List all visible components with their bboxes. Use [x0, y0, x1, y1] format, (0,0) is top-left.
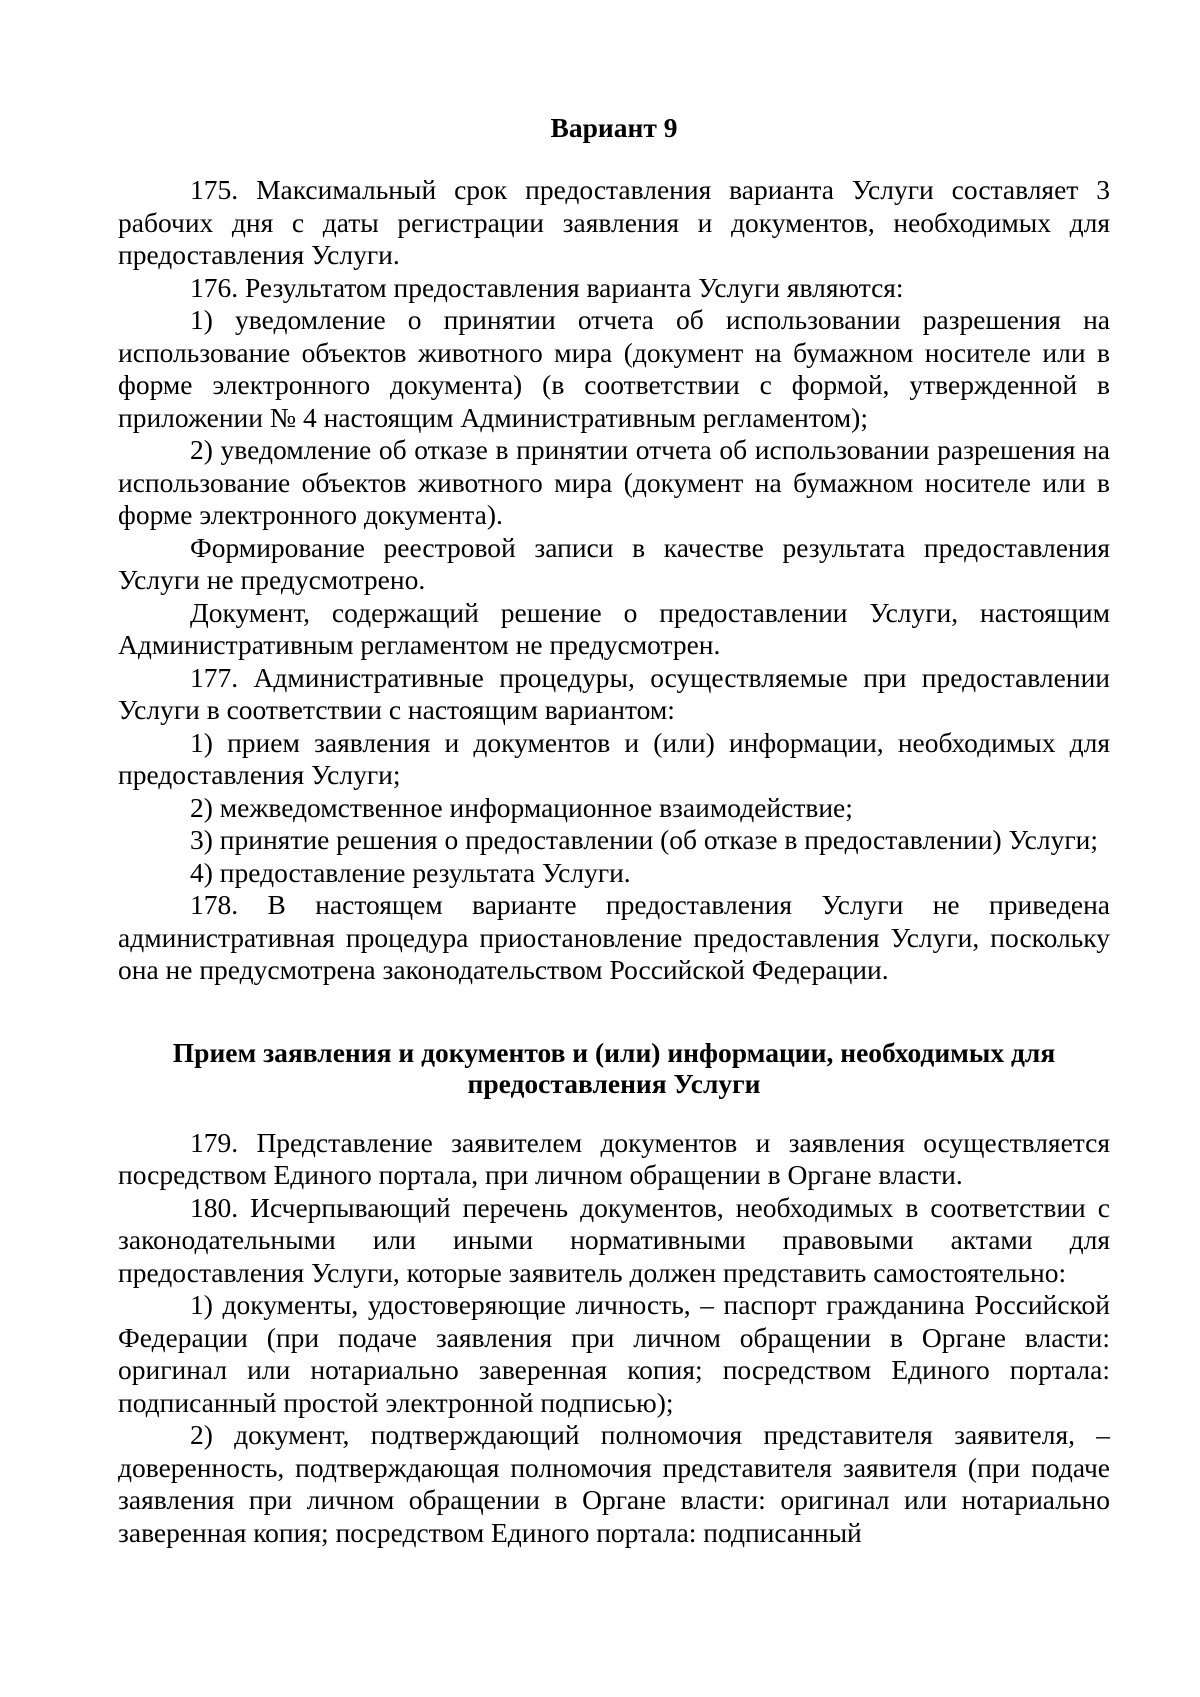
paragraph-180: 180. Исчерпывающий перечень документов, необходимых в соответствии с законодательными или иными нормативными правовыми актами для предоставления Услуги, которые заявитель должен представить самостоятельно: — [118, 1191, 1110, 1288]
paragraph-179: 179. Представление заявителем документов и заявления осуществляется посредством Единого портала, при личном обращении в Органе власти. — [118, 1126, 1110, 1190]
list-item-180-2: 2) документ, подтверждающий полномочия представителя заявителя, – доверенность, подтверждающая полномочия представителя заявителя (при подаче заявления при личном обращении в Органе власти: оригинал или нотариально заверенная копия; посредством Единого портала: подписанный — [118, 1419, 1110, 1548]
section-heading — [118, 1037, 1110, 1099]
paragraph-176: 176. Результатом предоставления варианта Услуги являются: — [190, 271, 904, 303]
paragraph-178: 178. В настоящем варианте предоставления Услуги не приведена административная процедура приостановление предоставления Услуги, поскольку она не предусмотрена законодательством Российской Федерации. — [118, 889, 1110, 985]
list-item-176-2: 2) уведомление об отказе в принятии отчета об использовании разрешения на использование объектов животного мира (документ на бумажном носителе или в форме электронного документа). — [118, 434, 1110, 530]
section-heading-line2: предоставления Услуги — [467, 1067, 761, 1099]
list-item-177-3-text: 3) принятие решения о предоставлении (об отказе в предоставлении) Услуги; — [190, 824, 1098, 855]
paragraph-175: 175. Максимальный срок предоставления варианта Услуги составляет 3 рабочих дня с даты регистрации заявления и документов, необходимых для предоставления Услуги. — [118, 174, 1110, 270]
list-item-176-1: 1) уведомление о принятии отчета об использовании разрешения на использование объектов животного мира (документ на бумажном носителе или в форме электронного документа) (в соответствии с формой, утвержденной в приложении № 4 настоящим Административным регламентом); — [118, 304, 1110, 433]
list-item-177-1: 1) прием заявления и документов и (или) информации, необходимых для предоставления Услуги; — [118, 726, 1110, 790]
paragraph-177: 177. Административные процедуры, осуществляемые при предоставлении Услуги в соответствии с настоящим вариантом: — [118, 661, 1110, 725]
variant-title: Вариант 9 — [550, 112, 678, 143]
list-item-177-2: 2) межведомственное информационное взаимодействие; — [190, 791, 853, 823]
paragraph-registry-record: Формирование реестровой записи в качестве результата предоставления Услуги не предусмотрено. — [118, 531, 1110, 595]
list-item-180-1: 1) документы, удостоверяющие личность, – паспорт гражданина Российской Федерации (при подаче заявления при личном обращении в Органе власти: оригинал или нотариально заверенная копия; посредством Единого портала: подписанный простой электронной подписью); — [118, 1289, 1110, 1418]
paragraph-decision-document: Документ, содержащий решение о предоставлении Услуги, настоящим Административным регламентом не предусмотрен. — [118, 596, 1110, 660]
section-heading-line1: Прием заявления и документов и (или) информации, необходимых для — [172, 1036, 1056, 1068]
document-content — [118, 112, 1110, 1549]
list-item-177-4: 4) предоставление результата Услуги. — [190, 856, 631, 888]
list-item-177-3 — [118, 824, 1110, 857]
